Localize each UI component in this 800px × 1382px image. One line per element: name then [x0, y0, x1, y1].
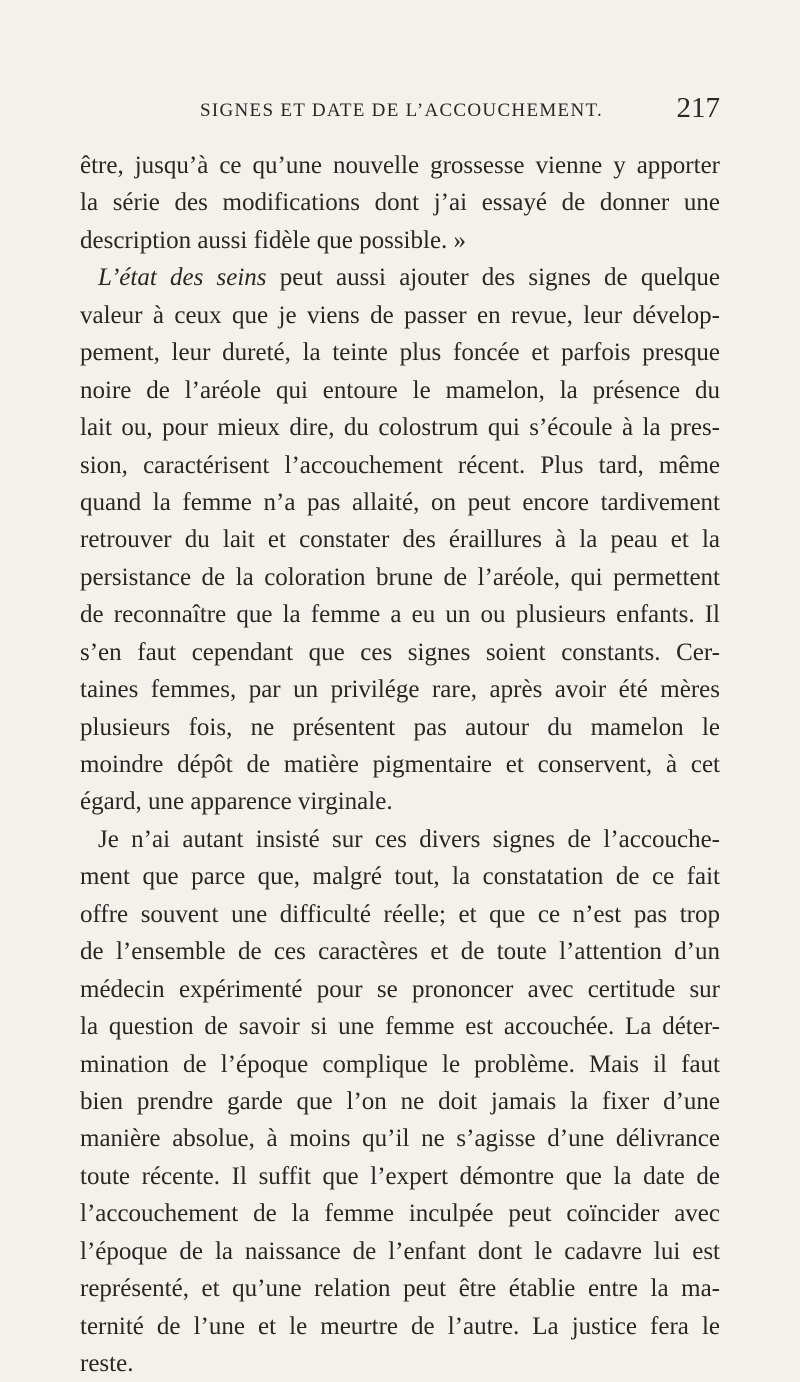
text-line: quand la femme n’a pas allaité, on peut encore tardivement [80, 488, 720, 516]
body-text [80, 147, 720, 1382]
italic-phrase: L’état des seins [98, 264, 267, 292]
text-line: mination de l’époque complique le problème. Mais il faut [80, 1050, 720, 1078]
text-line: persistance de la coloration brune de l’aréole, qui permettent [80, 563, 720, 591]
text-line: la série des modifications dont j’ai essayé de donner une [80, 189, 720, 217]
text-line: l’époque de la naissance de l’enfant dont le cadavre lui est [80, 1237, 720, 1265]
text-line: description aussi fidèle que possible. » [80, 226, 467, 254]
text-line: pement, leur dureté, la teinte plus foncée et parfois presque [80, 339, 720, 367]
text-line: médecin expérimenté pour se prononcer avec certitude sur [80, 975, 720, 1003]
text-line: toute récente. Il suffit que l’expert démontre que la date de [80, 1162, 720, 1190]
text-line: être, jusqu’à ce qu’une nouvelle grossesse vienne y apporter [80, 152, 720, 179]
text-line: ternité de l’une et le meurtre de l’autre. La justice fera le [80, 1312, 720, 1340]
page-number: 217 [676, 92, 720, 124]
text-line: de l’ensemble de ces caractères et de toute l’attention d’un [80, 938, 720, 966]
text-line: reste. [80, 1350, 134, 1377]
text-line: égard, une apparence virginale. [80, 788, 393, 816]
text-line: s’en faut cependant que ces signes soient constants. Cer- [80, 638, 720, 666]
text-line: taines femmes, par un privilége rare, après avoir été mères [80, 676, 720, 704]
text-line: noire de l’aréole qui entoure le mamelon, la présence du [80, 376, 720, 404]
text-line: valeur à ceux que je viens de passer en revue, leur dévelop- [80, 301, 720, 329]
text-line: ment que parce que, malgré tout, la constatation de ce fait [80, 863, 720, 891]
text-line: manière absolue, à moins qu’il ne s’agisse d’une délivrance [80, 1125, 720, 1153]
text-line: la question de savoir si une femme est accouchée. La déter- [80, 1013, 720, 1041]
text-line: représenté, et qu’une relation peut être établie entre la ma- [80, 1275, 720, 1303]
text-line: moindre dépôt de matière pigmentaire et conservent, à cet [80, 751, 720, 778]
text-line [80, 259, 720, 296]
text-line: sion, caractérisent l’accouchement récent. Plus tard, même [80, 451, 720, 479]
text-line: de reconnaître que la femme a eu un ou plusieurs enfants. Il [80, 601, 720, 629]
text-line: Je n’ai autant insisté sur ces divers signes de l’accouche- [98, 825, 720, 853]
text-line: offre souvent une difficulté réelle; et que ce n’est pas trop [80, 900, 720, 928]
text-line: lait ou, pour mieux dire, du colostrum qui s’écoule à la pres- [80, 414, 720, 442]
running-header [200, 92, 720, 132]
text-line-rest: peut aussi ajouter des signes de quelque [266, 264, 720, 292]
text-line: l’accouchement de la femme inculpée peut coïncider avec [80, 1200, 720, 1228]
text-line: plusieurs fois, ne présentent pas autour du mamelon le [80, 713, 720, 741]
text-line: bien prendre garde que l’on ne doit jamais la fixer d’une [80, 1087, 720, 1115]
text-line: retrouver du lait et constater des éraillures à la peau et la [80, 526, 720, 554]
running-title: SIGNES ET DATE DE L’ACCOUCHEMENT. [200, 100, 604, 121]
